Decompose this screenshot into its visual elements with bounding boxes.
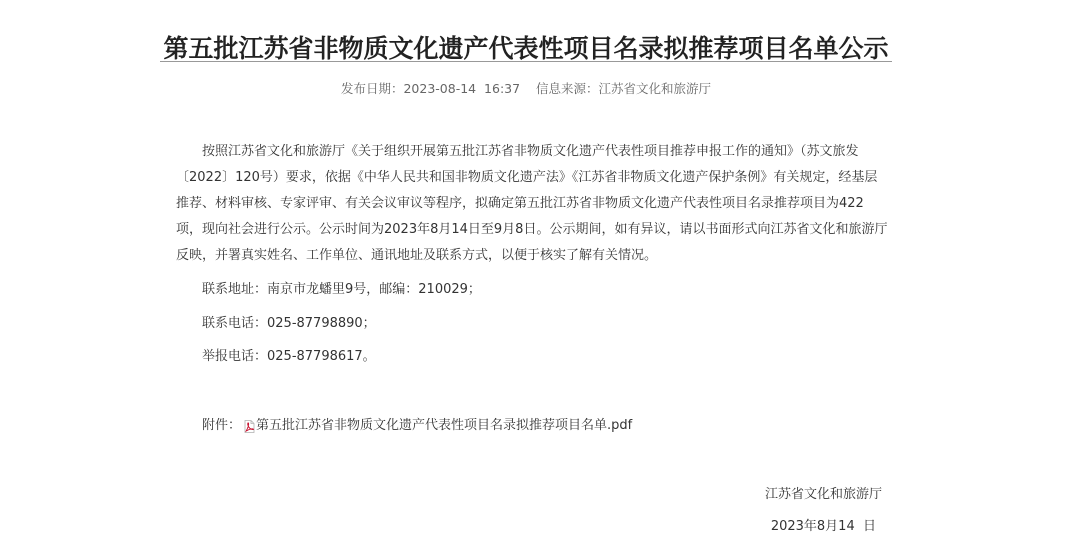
- publish-date-label: 发布日期：: [340, 81, 404, 96]
- signature-date: 2023年8月14 日: [770, 519, 876, 534]
- announcement-paragraph: [176, 139, 892, 269]
- paragraph-line: 项，现向社会进行公示。公示时间为2023年8月14日至9月8日。公示期间，如有异议，请以书面形式向江苏省文化和旅游厅: [176, 222, 888, 237]
- signature-organization: 江苏省文化和旅游厅: [764, 487, 882, 502]
- attachment-row: [202, 416, 632, 436]
- source-value: 江苏省文化和旅游厅: [598, 81, 712, 96]
- article-meta: [160, 80, 892, 98]
- attachment-label: 附件：: [202, 418, 242, 433]
- attachment-link[interactable]: 第五批江苏省非物质文化遗产代表性项目名录拟推荐项目名单.pdf: [256, 418, 633, 433]
- paragraph-line: 按照江苏省文化和旅游厅《关于组织开展第五批江苏省非物质文化遗产代表性项目推荐申报工作的通知》（苏文旅发: [202, 144, 859, 159]
- paragraph-line: 反映，并署真实姓名、工作单位、通讯地址及联系方式，以便于核实了解有关情况。: [176, 248, 658, 263]
- paragraph-line: 推荐、材料审核、专家评审、有关会议审议等程序，拟确定第五批江苏省非物质文化遗产代表性项目名录推荐项目为422: [176, 196, 864, 211]
- source-label: 信息来源：: [536, 81, 599, 96]
- paragraph-line: 〔2022〕120号）要求，依据《中华人民共和国非物质文化遗产法》《江苏省非物质文化遗产保护条例》有关规定，经基层: [176, 170, 878, 185]
- publish-date-value: 2023-08-14 16:37: [403, 81, 521, 96]
- page-title: 第五批江苏省非物质文化遗产代表性项目名录拟推荐项目名单公示: [163, 33, 889, 63]
- title-divider: [160, 61, 892, 62]
- pdf-file-icon: [243, 420, 255, 433]
- contact-phone: 联系电话：025-87798890；: [202, 316, 376, 331]
- report-phone: 举报电话：025-87798617。: [202, 349, 376, 364]
- contact-address: 联系地址：南京市龙蟠里9号，邮编：210029；: [202, 282, 481, 297]
